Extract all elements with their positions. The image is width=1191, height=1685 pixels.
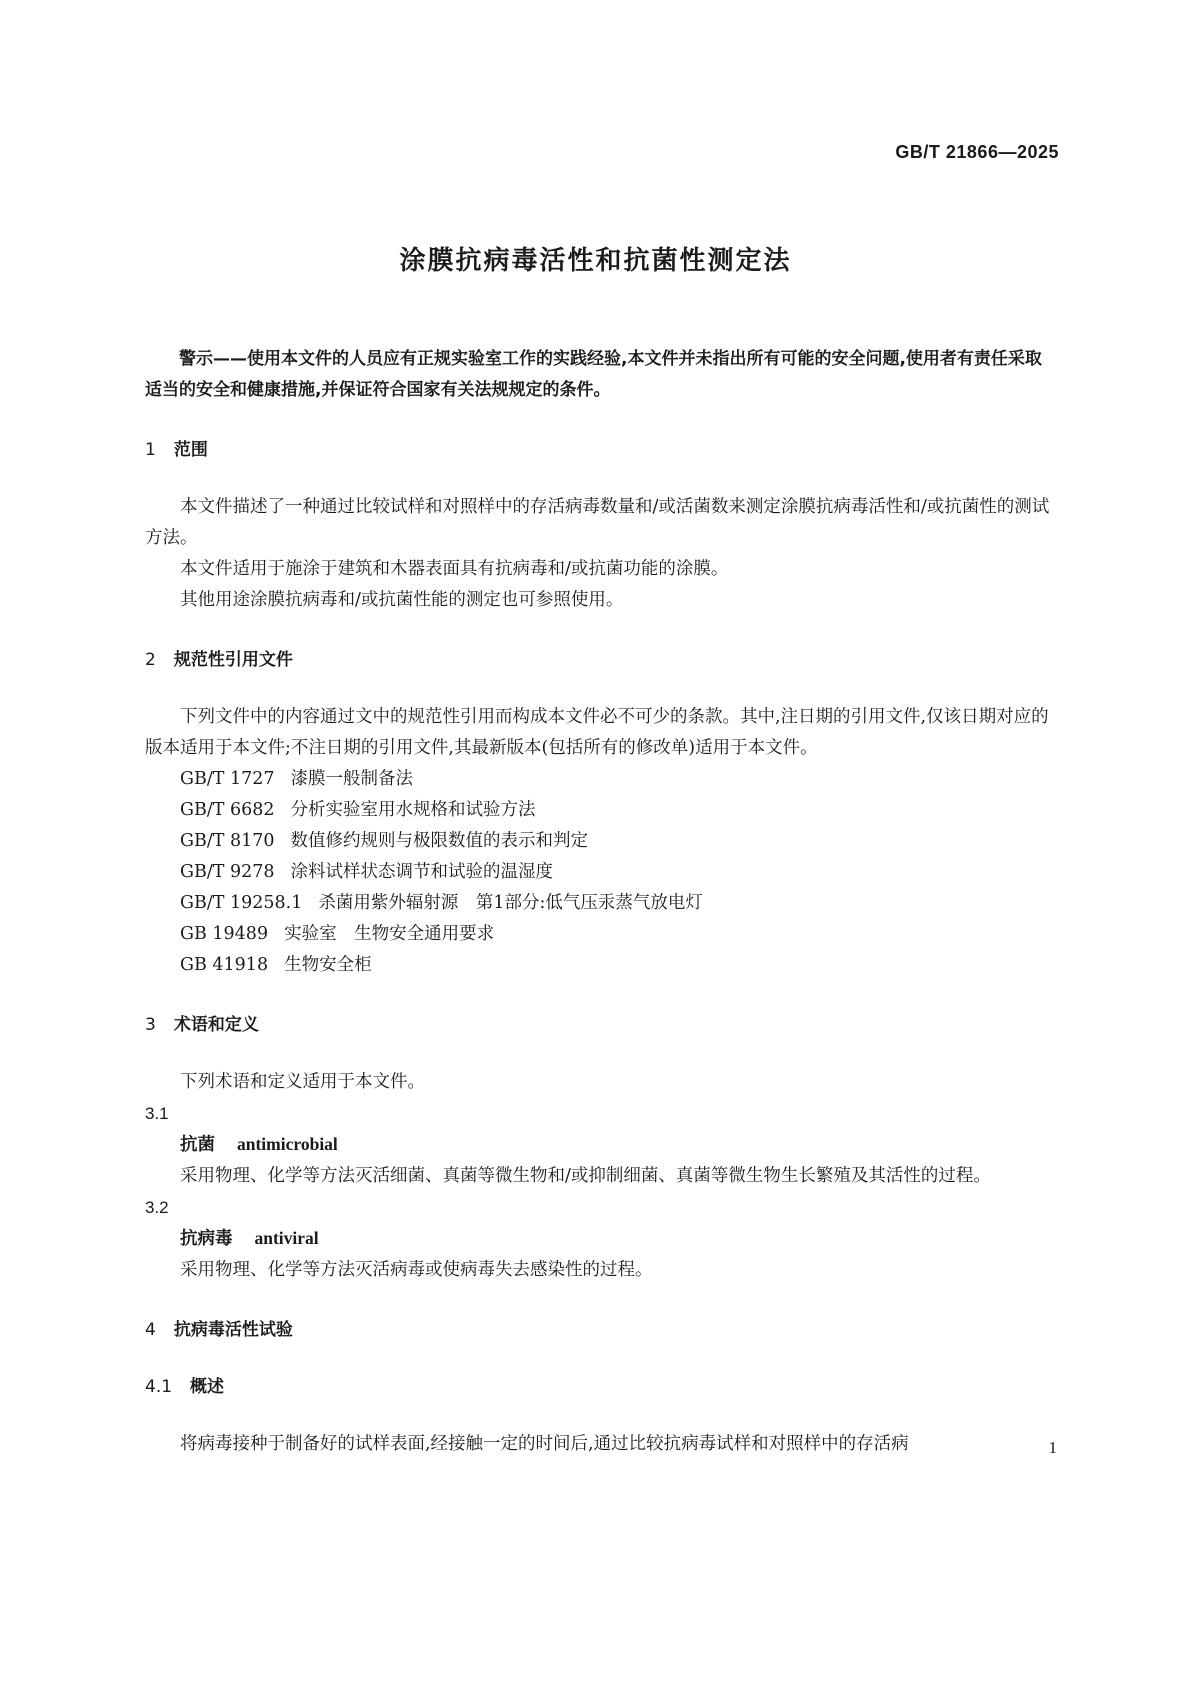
section-title: 范围 bbox=[173, 440, 208, 460]
reference-code: GB/T 6682 bbox=[180, 800, 275, 820]
reference-title: 杀菌用紫外辐射源 第1部分:低气压汞蒸气放电灯 bbox=[318, 893, 703, 913]
overview-paragraph: 将病毒接种于制备好的试样表面,经接触一定的时间后,通过比较抗病毒试样和对照样中的存活病 bbox=[180, 1434, 909, 1454]
section-number: 1 bbox=[145, 440, 156, 460]
section-number: 2 bbox=[145, 650, 156, 670]
terms-intro: 下列术语和定义适用于本文件。 bbox=[180, 1072, 425, 1092]
reference-code: GB/T 9278 bbox=[180, 862, 275, 882]
section-title: 术语和定义 bbox=[173, 1015, 259, 1035]
standard-number: GB/T 21866—2025 bbox=[895, 142, 1059, 162]
term-definition: 采用物理、化学等方法灭活病毒或使病毒失去感染性的过程。 bbox=[180, 1260, 653, 1280]
reference-item bbox=[145, 857, 1055, 888]
scope-paragraph: 其他用途涂膜抗病毒和/或抗菌性能的测定也可参照使用。 bbox=[180, 590, 624, 610]
subsection-number: 4.1 bbox=[145, 1377, 173, 1397]
term-en: antiviral bbox=[254, 1228, 319, 1248]
references-intro: 下列文件中的内容通过文中的规范性引用而构成本文件必不可少的条款。其中,注日期的引用文件,仅该日期对应的版本适用于本文件;不注日期的引用文件,其最新版本(包括所有的修改单)适用于本文件。 bbox=[145, 707, 1049, 758]
reference-code: GB/T 19258.1 bbox=[180, 893, 303, 913]
reference-item bbox=[145, 826, 1055, 857]
reference-item bbox=[145, 764, 1055, 795]
term-zh: 抗病毒 bbox=[180, 1229, 233, 1249]
warning-paragraph: 警示——使用本文件的人员应有正规实验室工作的实践经验,本文件并未指出所有可能的安全问题,使用者有责任采取适当的安全和健康措施,并保证符合国家有关法规规定的条件。 bbox=[145, 349, 1042, 400]
reference-item bbox=[145, 950, 1055, 981]
reference-title: 数值修约规则与极限数值的表示和判定 bbox=[290, 831, 589, 851]
subsection-4-1-heading bbox=[145, 1372, 1055, 1403]
term-entry bbox=[145, 1129, 1055, 1161]
reference-title: 涂料试样状态调节和试验的温湿度 bbox=[290, 862, 554, 882]
reference-code: GB/T 8170 bbox=[180, 831, 275, 851]
section-number: 4 bbox=[145, 1320, 156, 1340]
section-3-heading bbox=[145, 1010, 1055, 1041]
term-definition: 采用物理、化学等方法灭活细菌、真菌等微生物和/或抑制细菌、真菌等微生物生长繁殖及其活性的过程。 bbox=[180, 1166, 991, 1186]
scope-paragraph: 本文件适用于施涂于建筑和木器表面具有抗病毒和/或抗菌功能的涂膜。 bbox=[180, 559, 729, 579]
reference-item bbox=[145, 888, 1055, 919]
reference-title: 实验室 生物安全通用要求 bbox=[284, 924, 495, 944]
reference-item bbox=[145, 795, 1055, 826]
document-title: 涂膜抗病毒活性和抗菌性测定法 bbox=[399, 246, 792, 276]
section-title: 抗病毒活性试验 bbox=[173, 1320, 293, 1340]
section-4-heading bbox=[145, 1315, 1055, 1346]
section-1-heading bbox=[145, 435, 1055, 466]
page-number: 1 bbox=[1048, 1438, 1057, 1457]
section-title: 规范性引用文件 bbox=[173, 650, 293, 670]
scope-paragraph: 本文件描述了一种通过比较试样和对照样中的存活病毒数量和/或活菌数来测定涂膜抗病毒活性和/或抗菌性的测试方法。 bbox=[145, 497, 1050, 548]
reference-code: GB 19489 bbox=[180, 924, 269, 944]
term-number: 3.1 bbox=[145, 1104, 169, 1123]
document-body bbox=[145, 344, 1055, 1460]
section-2-heading bbox=[145, 645, 1055, 676]
term-en: antimicrobial bbox=[237, 1134, 338, 1154]
reference-title: 漆膜一般制备法 bbox=[290, 769, 414, 789]
term-number: 3.2 bbox=[145, 1198, 169, 1217]
reference-code: GB/T 1727 bbox=[180, 769, 275, 789]
subsection-title: 概述 bbox=[190, 1377, 225, 1397]
reference-title: 分析实验室用水规格和试验方法 bbox=[290, 800, 536, 820]
term-entry bbox=[145, 1223, 1055, 1255]
reference-code: GB 41918 bbox=[180, 955, 269, 975]
reference-item bbox=[145, 919, 1055, 950]
section-number: 3 bbox=[145, 1015, 156, 1035]
term-zh: 抗菌 bbox=[180, 1135, 215, 1155]
reference-title: 生物安全柜 bbox=[284, 955, 372, 975]
